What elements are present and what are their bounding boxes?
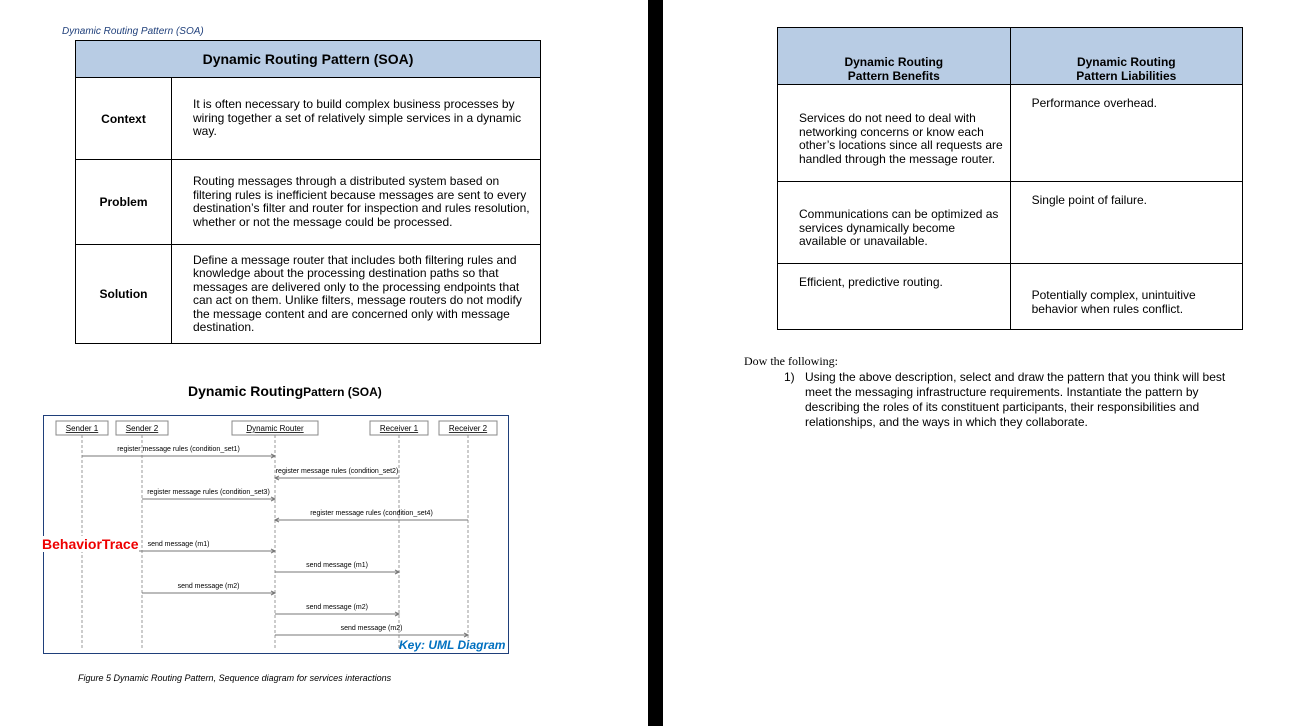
sequence-diagram bbox=[43, 415, 509, 654]
liability-cell: Performance overhead. bbox=[1010, 85, 1242, 182]
page-divider bbox=[648, 0, 663, 726]
diagram-title-a: Dynamic Routing bbox=[188, 383, 304, 399]
participant-label: Sender 2 bbox=[125, 424, 159, 433]
message-label: send message (m2) bbox=[340, 625, 403, 632]
figure-caption: Figure 5 Dynamic Routing Pattern, Sequence diagram for services interactions bbox=[78, 673, 392, 683]
diagram-title bbox=[188, 383, 382, 399]
message-label: send message (m2) bbox=[177, 583, 240, 590]
key-label: Key: UML Diagram bbox=[399, 638, 506, 652]
row-value-solution: Define a message router that includes both filtering rules and knowledge about the processing destination paths so that messages are delivered only to the processing endpoints that can act on them. Unlike filters, message routers do not modify the message content and are concerned only with message destination. bbox=[172, 245, 541, 344]
participant-label: Receiver 1 bbox=[379, 424, 419, 433]
diagram-title-b: Pattern (SOA) bbox=[303, 385, 382, 399]
message-label: send message (m2) bbox=[306, 604, 368, 611]
question-text: Using the above description, select and draw the pattern that you think will best meet the messaging infrastructure requirements. Instantiate the pattern by describing the roles of its constituent participants, their responsibilities and relationships, and the ways in which they collaborate. bbox=[805, 370, 1226, 429]
benefits-liabilities-table bbox=[777, 27, 1243, 330]
header-liabilities: Dynamic Routing Pattern Liabilities bbox=[1010, 28, 1242, 85]
header-benefits: Dynamic Routing Pattern Benefits bbox=[778, 28, 1011, 85]
pattern-table-title: Dynamic Routing Pattern (SOA) bbox=[76, 41, 541, 78]
figure-caption-top: Dynamic Routing Pattern (SOA) bbox=[62, 26, 204, 37]
sequence-diagram-svg bbox=[44, 416, 508, 653]
row-key-context: Context bbox=[76, 78, 172, 160]
question-number: 1) bbox=[784, 370, 795, 384]
liability-cell: Single point of failure. bbox=[1010, 182, 1242, 264]
message-label: send message (m1) bbox=[306, 562, 368, 569]
participant-label: Sender 1 bbox=[65, 424, 99, 433]
message-label: register message rules (condition_set3) bbox=[147, 489, 270, 496]
question-intro: Dow the following: bbox=[744, 354, 838, 368]
participant-label: Dynamic Router bbox=[246, 424, 304, 433]
message-label: register message rules (condition_set1) bbox=[117, 446, 240, 453]
pattern-table bbox=[75, 40, 541, 344]
row-key-problem: Problem bbox=[76, 160, 172, 245]
row-value-context: It is often necessary to build complex business processes by wiring together a set of relatively simple services in a dynamic way. bbox=[172, 78, 541, 160]
row-key-solution: Solution bbox=[76, 245, 172, 344]
behavior-trace-label: BehaviorTrace bbox=[42, 536, 139, 552]
benefit-cell: Services do not need to deal with networking concerns or know each other’s locations since all requests are handled through the message router. bbox=[778, 85, 1011, 182]
participant-label: Receiver 2 bbox=[448, 424, 488, 433]
message-label: register message rules (condition_set4) bbox=[310, 510, 433, 517]
question-item bbox=[784, 370, 1254, 430]
liability-cell: Potentially complex, unintuitive behavior when rules conflict. bbox=[1010, 264, 1242, 330]
row-value-problem: Routing messages through a distributed system based on filtering rules is inefficient because messages are sent to every destination’s filter and router for inspection and rules resolution, whether or not the message could be processed. bbox=[172, 160, 541, 245]
benefit-cell: Efficient, predictive routing. bbox=[778, 264, 1011, 330]
benefit-cell: Communications can be optimized as services dynamically become available or unavailable. bbox=[778, 182, 1011, 264]
message-label: send message (m1) bbox=[147, 541, 210, 548]
message-label: register message rules (condition_set2) bbox=[275, 468, 399, 475]
